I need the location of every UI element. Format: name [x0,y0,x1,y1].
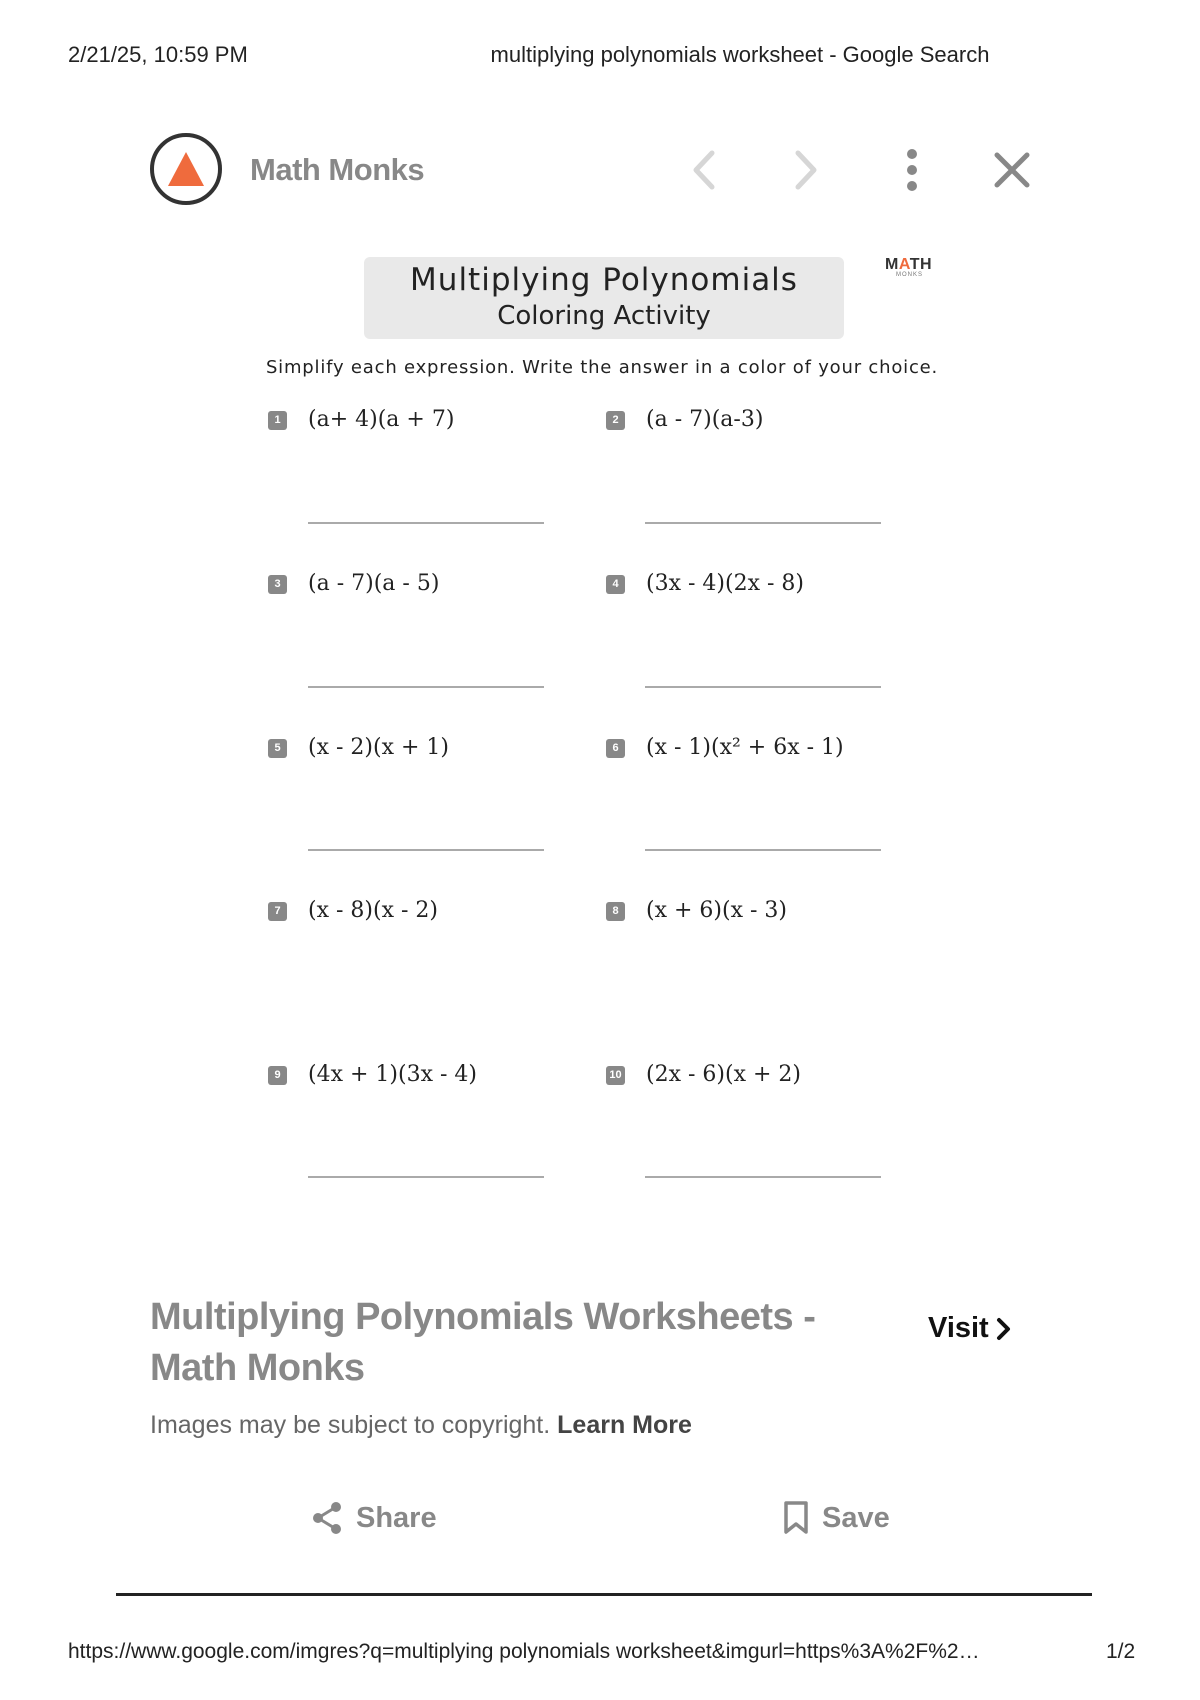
copyright-text: Images may be subject to copyright. [150,1411,551,1439]
worksheet-subtitle: Coloring Activity [497,301,711,331]
answer-line [645,522,881,524]
share-button[interactable] [310,1500,437,1536]
divider [116,1593,1092,1596]
problem-expression: (x + 6)(x - 3) [646,898,787,923]
answer-line [308,522,544,524]
visit-label: Visit [928,1312,989,1344]
problem-number: 7 [268,902,287,921]
problem-expression: (2x - 6)(x + 2) [646,1062,801,1087]
chevron-left-icon[interactable] [684,145,724,195]
share-label: Share [356,1501,437,1534]
visit-button[interactable] [928,1312,1013,1345]
print-url: https://www.google.com/imgres?q=multiplying polynomials worksheet&imgurl=https%3A%2F%2… [68,1640,980,1663]
site-name[interactable]: Math Monks [250,152,425,187]
problem-number: 4 [606,575,625,594]
problem-number: 10 [606,1066,625,1085]
problem-expression: (a - 7)(a-3) [646,407,764,432]
problem-number: 5 [268,739,287,758]
problem-number: 3 [268,575,287,594]
close-icon[interactable] [992,145,1032,195]
answer-line [645,1176,881,1178]
share-icon [310,1500,344,1536]
worksheet-title: Multiplying Polynomials [410,262,798,298]
answer-line [645,686,881,688]
answer-line [308,686,544,688]
worksheet-logo-subtext: MONKS [896,272,924,278]
problem-expression: (x - 2)(x + 1) [308,735,449,760]
problem-number: 9 [268,1066,287,1085]
problem-number: 6 [606,739,625,758]
problem-number: 8 [606,902,625,921]
problem-number: 2 [606,411,625,430]
problem-expression: (x - 1)(x² + 6x - 1) [646,735,844,760]
print-date: 2/21/25, 10:59 PM [68,42,248,67]
more-vert-icon[interactable] [892,145,932,195]
problem-expression: (3x - 4)(2x - 8) [646,571,804,596]
image-result-title[interactable]: Multiplying Polynomials Worksheets - Math Monks [150,1296,816,1389]
problem-expression: (a - 7)(a - 5) [308,571,440,596]
problem-expression: (4x + 1)(3x - 4) [308,1062,477,1087]
problem-number: 1 [268,411,287,430]
worksheet-logo: MATH [885,256,933,273]
math-monks-logo-icon[interactable] [150,133,222,205]
print-page-title: multiplying polynomials worksheet - Google Search [490,42,990,67]
save-label: Save [822,1501,890,1534]
copyright-notice [150,1411,692,1440]
chevron-right-icon[interactable] [786,145,826,195]
problem-expression: (x - 8)(x - 2) [308,898,438,923]
worksheet-instructions: Simplify each expression. Write the answer in a color of your choice. [265,357,939,378]
answer-line [308,849,544,851]
learn-more-link[interactable]: Learn More [557,1411,692,1439]
bookmark-icon [782,1500,810,1536]
chevron-right-icon [995,1317,1013,1341]
print-page-number: 1/2 [1106,1640,1136,1663]
answer-line [645,849,881,851]
problem-expression: (a+ 4)(a + 7) [308,407,455,432]
save-button[interactable] [782,1500,890,1536]
answer-line [308,1176,544,1178]
